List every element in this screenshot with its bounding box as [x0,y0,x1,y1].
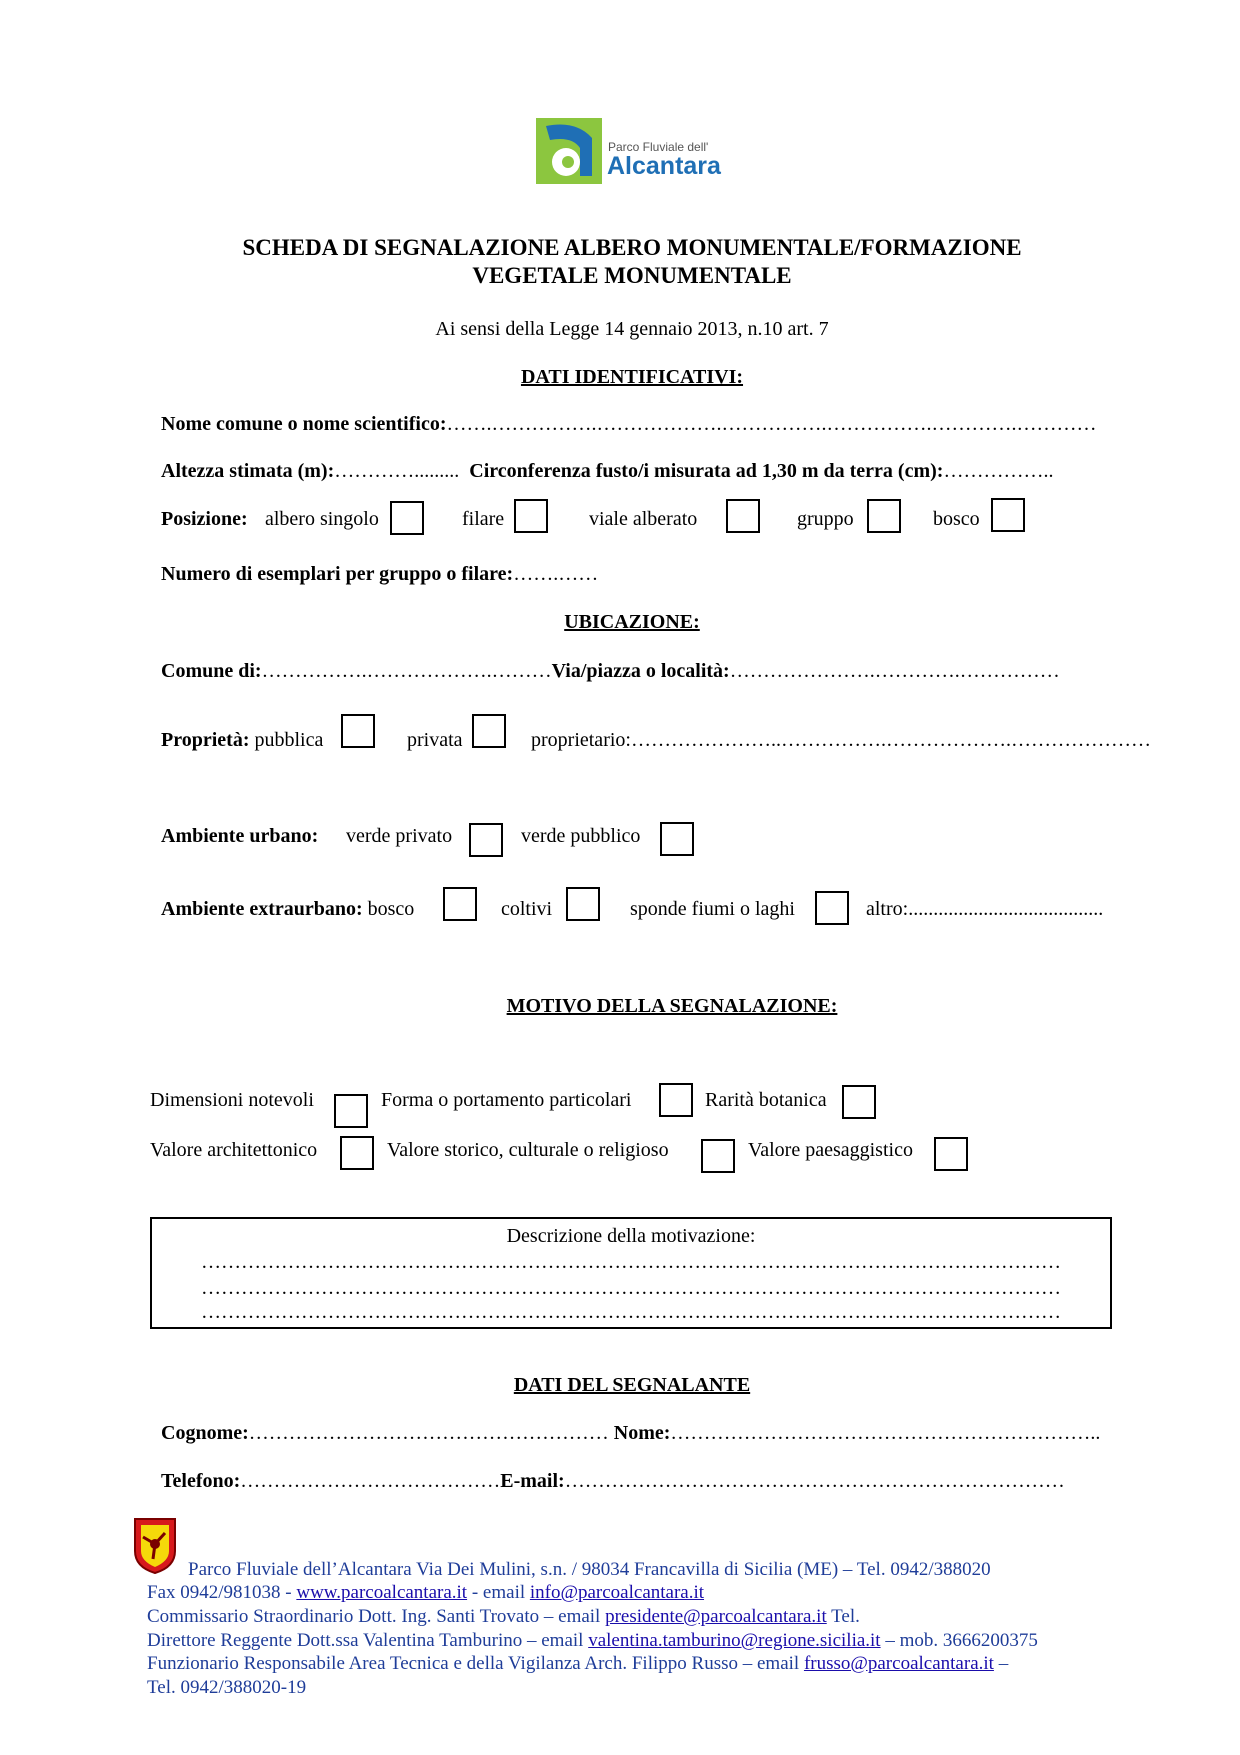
descrizione-label: Descrizione della motivazione: [506,1225,756,1247]
circonferenza-label: Circonferenza fusto/i misurata ad 1,30 m da terra (cm): [469,460,944,482]
checkbox-paesaggistico[interactable] [934,1137,968,1171]
section-segnalante: DATI DEL SEGNALANTE [513,1374,751,1396]
logo-line2: Alcantara [607,152,721,180]
posizione-opt-filare: filare [462,508,505,530]
alcantara-logo-icon [536,118,602,184]
proprieta-label: Proprietà: [161,729,250,751]
descrizione-line: ………………………………………………………………………………………………………………… [201,1301,1061,1323]
footer-russo-email-link[interactable]: frusso@parcoalcantara.it [803,1653,994,1674]
checkbox-dimensioni[interactable] [334,1094,368,1128]
footer-email-label: - email [467,1582,530,1603]
footer-tel: Tel. [826,1606,860,1627]
checkbox-coltivi[interactable] [566,887,600,921]
posizione-opt-gruppo: gruppo [797,508,854,530]
cognome-dots: ……………………………………………… [248,1422,609,1444]
telefono-dots: ………………………………… [240,1470,501,1492]
cognome-nome-row[interactable] [161,1422,1100,1445]
checkbox-gruppo[interactable] [867,499,901,533]
checkbox-filare[interactable] [514,499,548,533]
descrizione-line: ………………………………………………………………………………………………………………… [201,1277,1061,1299]
altro-field[interactable] [866,898,1103,921]
motivo-storico: Valore storico, culturale o religioso [387,1139,669,1161]
extra-opt-coltivi: coltivi [501,898,553,920]
motivo-forma: Forma o portamento particolari [381,1089,632,1111]
circonferenza-dots: …………….. [943,460,1054,482]
posizione-opt-viale: viale alberato [589,508,698,530]
nome-dots-segnalante: ……………………………………………………….. [670,1422,1101,1444]
motivo-paesaggistico: Valore paesaggistico [748,1139,913,1161]
telefono-email-row[interactable] [161,1470,1065,1493]
motivo-dimensioni: Dimensioni notevoli [150,1089,314,1111]
numero-field[interactable] [161,563,598,586]
email-label: E-mail: [500,1470,565,1492]
numero-label: Numero di esemplari per gruppo o filare: [161,563,514,585]
posizione-label: Posizione: [161,508,248,530]
footer-direttore-email-link[interactable]: valentina.tamburino@regione.sicilia.it [588,1630,881,1651]
comune-label: Comune di: [161,660,262,682]
legal-reference: Ai sensi della Legge 14 gennaio 2013, n.10 art. 7 [435,318,829,340]
extraurbano-row [161,898,414,921]
checkbox-storico[interactable] [701,1139,735,1173]
footer-info-email-link[interactable]: info@parcoalcantara.it [529,1582,705,1603]
nome-label-segnalante: Nome: [613,1422,671,1444]
footer-line1: Parco Fluviale dell’Alcantara Via Dei Mulini, s.n. / 98034 Francavilla di Sicilia (ME) – Tel. 0942/388020 [188,1559,991,1580]
checkbox-rarita[interactable] [842,1085,876,1119]
proprieta-opt-pubblica: pubblica [254,729,324,751]
extra-opt-bosco: bosco [367,898,415,920]
footer-commissario: Commissario Straordinario Dott. Ing. Santi Trovato – email [147,1606,606,1627]
section-dati-identificativi: DATI IDENTIFICATIVI: [520,366,744,388]
descrizione-box[interactable] [150,1217,1112,1329]
via-dots: ………………….………….…………… [729,660,1060,682]
document-title-2: VEGETALE MONUMENTALE [472,263,792,288]
checkbox-verde-pubblico[interactable] [660,822,694,856]
checkbox-bosco[interactable] [991,498,1025,532]
sicily-emblem-icon [131,1517,179,1575]
telefono-label: Telefono: [161,1470,241,1492]
ambiente-extraurbano-label: Ambiente extraurbano: [161,898,363,920]
checkbox-sponde[interactable] [815,891,849,925]
checkbox-albero-singolo[interactable] [390,501,424,535]
motivo-rarita: Rarità botanica [705,1089,827,1111]
footer-presidente-email-link[interactable]: presidente@parcoalcantara.it [605,1606,827,1627]
proprieta-opt-privata: privata [407,729,463,751]
altro-label: altro: [866,898,909,920]
ambiente-urbano-label: Ambiente urbano: [161,825,319,847]
footer-fax: Fax 0942/981038 - [147,1582,297,1603]
footer-line6: Tel. 0942/388020-19 [147,1677,307,1698]
nome-field[interactable] [161,413,1097,436]
checkbox-pubblica[interactable] [341,714,375,748]
posizione-opt-albero-singolo: albero singolo [265,508,379,530]
posizione-opt-bosco: bosco [933,508,980,530]
altezza-label: Altezza stimata (m): [161,460,335,482]
email-dots: ………………………………………………………………… [564,1470,1065,1492]
footer-line3 [147,1606,860,1628]
footer-website-link[interactable]: www.parcoalcantara.it [296,1582,468,1603]
motivo-architettonico: Valore architettonico [150,1139,318,1161]
altezza-field[interactable] [161,460,1053,483]
section-ubicazione: UBICAZIONE: [564,611,700,633]
footer-funzionario: Funzionario Responsabile Area Tecnica e della Vigilanza Arch. Filippo Russo – email [147,1653,804,1674]
park-logo [536,118,736,184]
urbano-opt-verde-pubblico: verde pubblico [521,825,641,847]
checkbox-viale-alberato[interactable] [726,499,760,533]
cognome-label: Cognome: [161,1422,249,1444]
section-motivo: MOTIVO DELLA SEGNALAZIONE: [506,995,838,1017]
checkbox-forma[interactable] [659,1083,693,1117]
comune-field[interactable] [161,660,1060,683]
numero-dots: …….…… [513,563,599,585]
checkbox-verde-privato[interactable] [469,823,503,857]
footer-direttore: Direttore Reggente Dott.ssa Valentina Tamburino – email [147,1630,589,1651]
footer-line5 [147,1653,1008,1675]
nome-label: Nome comune o nome scientifico: [161,413,447,435]
footer-line4 [147,1630,1038,1652]
checkbox-extra-bosco[interactable] [443,887,477,921]
logo-line1: Parco Fluviale dell' [608,140,709,154]
proprieta-row [161,729,323,752]
proprietario-dots: …………………..…………….……………….………………… [630,729,1151,751]
proprietario-label: proprietario: [531,729,631,751]
via-label: Via/piazza o località: [551,660,730,682]
document-title-1: SCHEDA DI SEGNALAZIONE ALBERO MONUMENTALE/FORMAZIONE [242,235,1022,260]
footer-dash: – [993,1653,1009,1674]
descrizione-line: ………………………………………………………………………………………………………………… [201,1251,1061,1273]
footer-mob: – mob. 3666200375 [880,1630,1038,1651]
altezza-dots: …………......... [334,460,460,482]
checkbox-privata[interactable] [472,714,506,748]
urbano-opt-verde-privato: verde privato [346,825,453,847]
extra-opt-sponde: sponde fiumi o laghi [630,898,795,920]
checkbox-architettonico[interactable] [340,1136,374,1170]
altro-dots: ....................................... [908,898,1104,920]
comune-dots: …………….……………….……… [261,660,552,682]
footer-line2 [147,1582,704,1604]
nome-dots: …….…………….……………….…………….…………….………….………… [446,413,1097,435]
proprietario-field[interactable] [531,729,1151,752]
